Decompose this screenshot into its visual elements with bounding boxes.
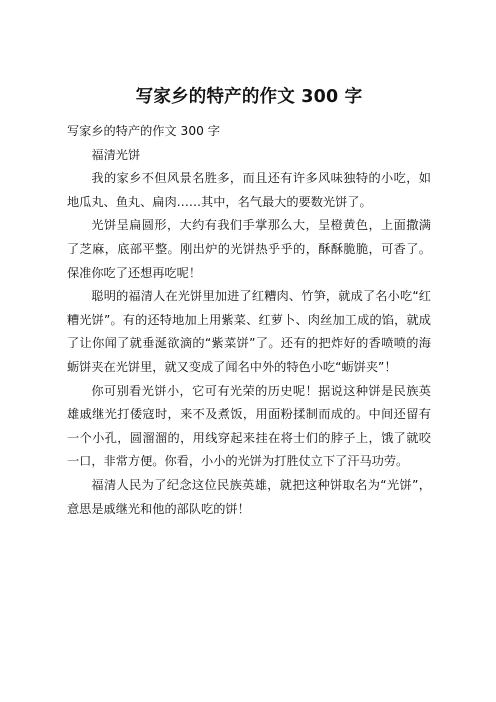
paragraph-1: 我的家乡不但风景名胜多，而且还有许多风味独特的小吃，如地瓜丸、鱼丸、扁肉……其中，名气最大的要数光饼了。 [67, 171, 431, 209]
paragraph-2: 光饼呈扁圆形，大约有我们手掌那么大，呈橙黄色，上面撒满了芝麻，底部平整。刚出炉的光饼热乎乎的，酥酥脆脆，可香了。保准你吃了还想再吃呢！ [67, 218, 431, 280]
paragraph-4: 你可别看光饼小，它可有光荣的历史呢！据说这种饼是民族英雄戚继光打倭寇时，来不及煮饭，用面粉揉制而成的。中间还留有一个小孔，圆溜溜的，用线穿起来挂在将士们的脖子上，饿了就咬一口，非常方便。你看，小小的光饼为打胜仗立下了汗马功劳。 [67, 383, 431, 469]
document-body [67, 120, 431, 521]
paragraph-5: 福清人民为了纪念这位民族英雄，就把这种饼取名为“光饼”，意思是戚继光和他的部队吃的饼！ [67, 477, 431, 516]
paragraph-3: 聪明的福清人在光饼里加进了红糟肉、竹笋，就成了名小吃“红糟光饼”。有的还特地加上用紫菜、红萝卜、肉丝加工成的馅，就成了让你闻了就垂涎欲滴的“紫菜饼”了。还有的把炸好的香喷喷的海蛎饼夹在光饼里，就又变成了闻名中外的特色小吃“蛎饼夹”！ [67, 289, 431, 374]
document-title: 写家乡的特产的作文 300 字 [135, 87, 363, 107]
essay-heading: 福清光饼 [91, 147, 141, 162]
document-subtitle: 写家乡的特产的作文 300 字 [67, 124, 220, 138]
